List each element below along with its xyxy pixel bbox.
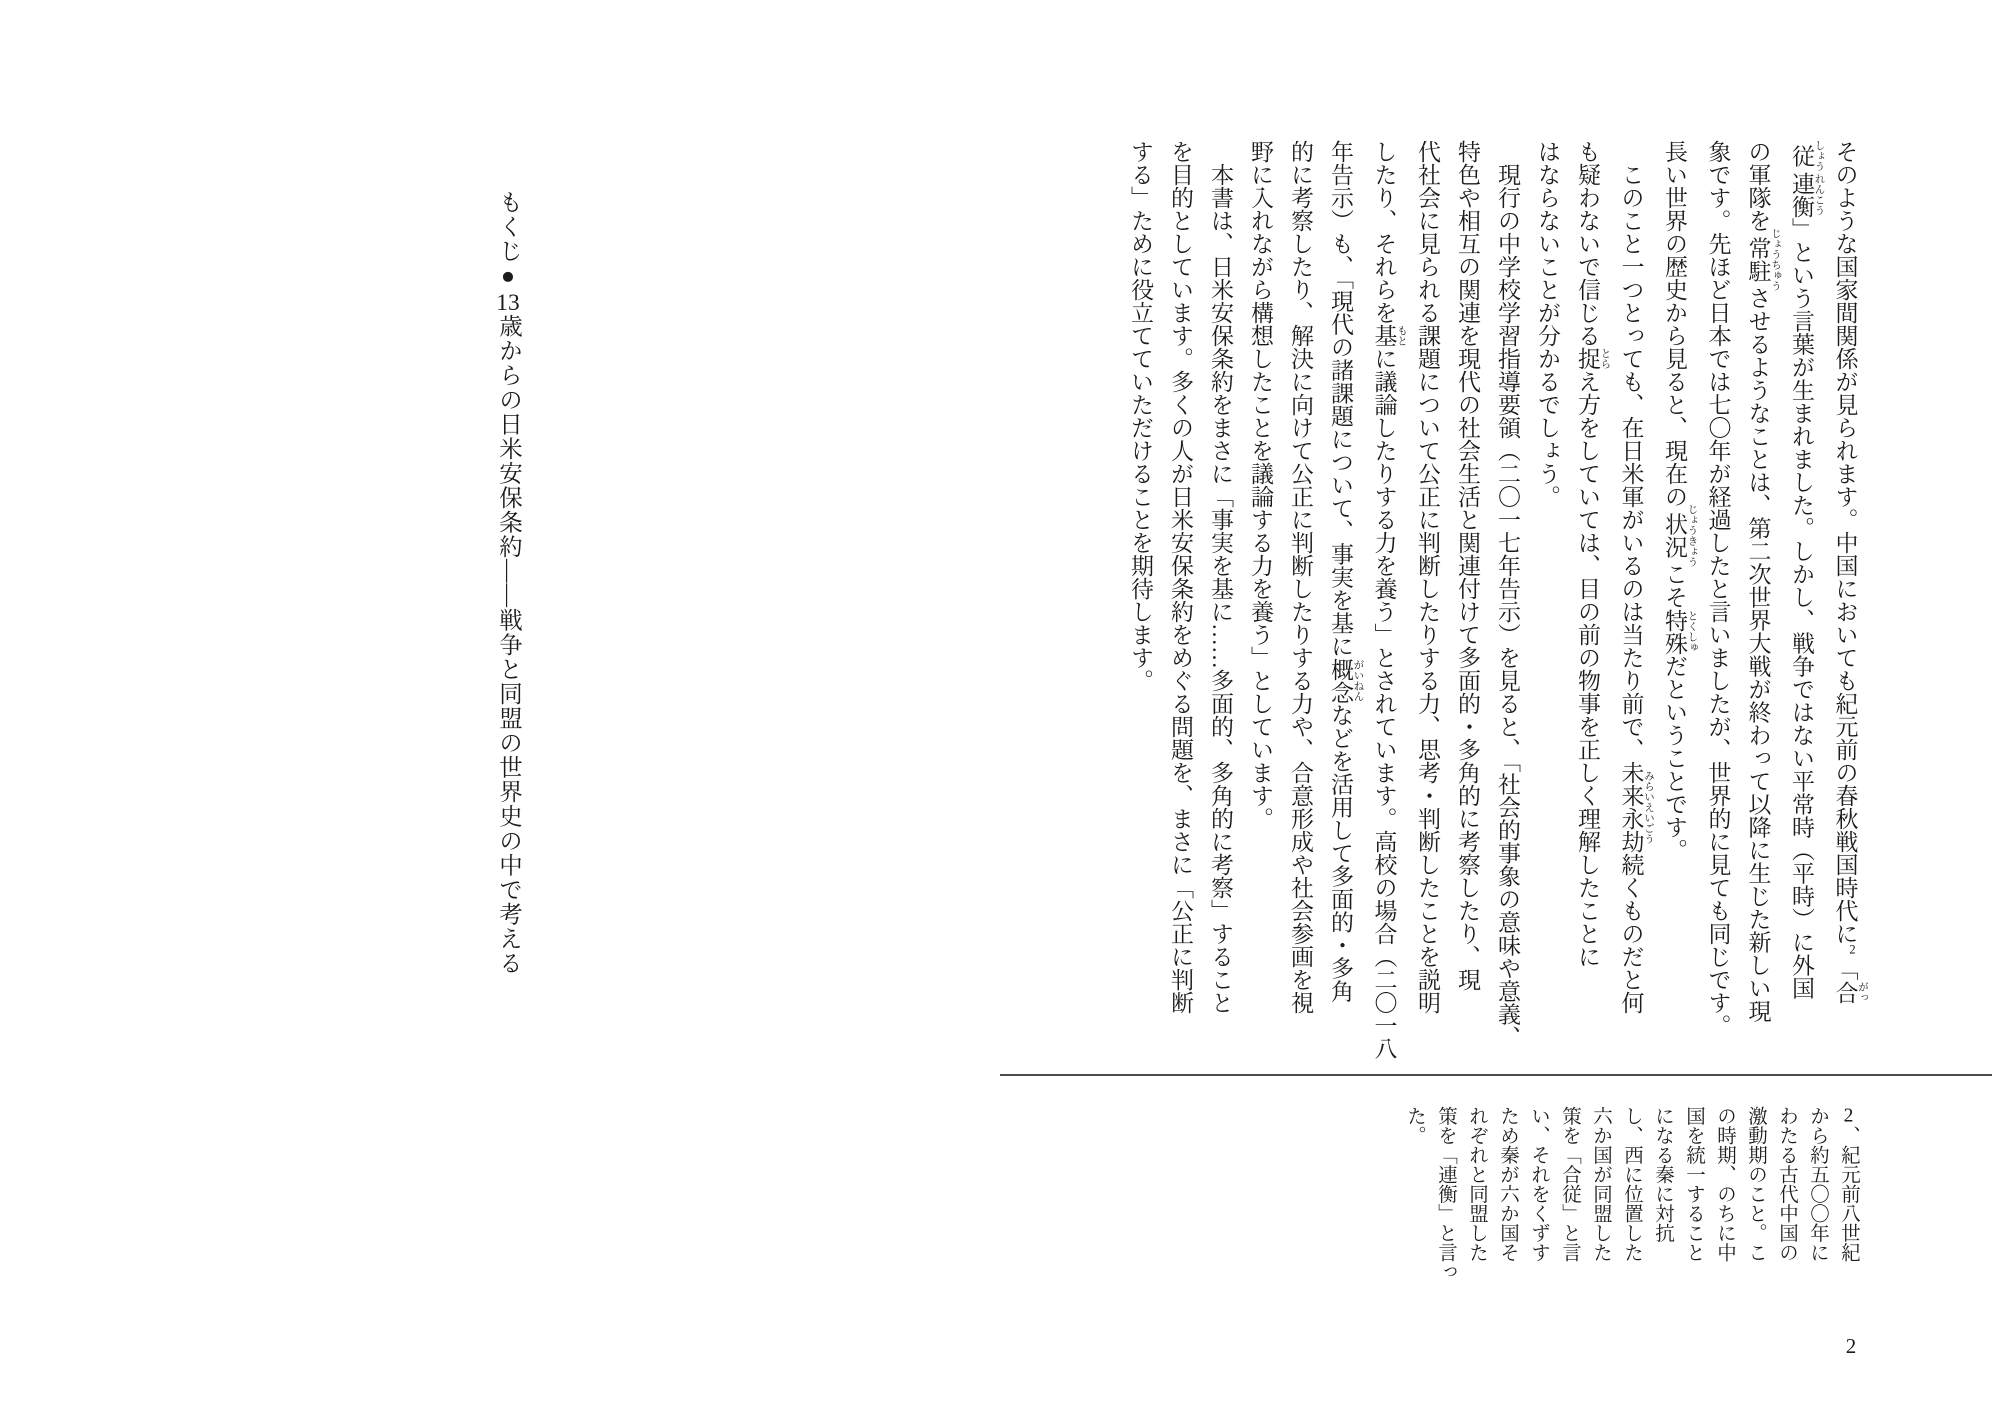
text-column-15: 野に入れながら構想したことを議論する力を養う」としています。 [1248, 140, 1273, 830]
text-column-10: 特色や相互の関連を現代の社会生活と関連付けて多面的・多角的に考察したり、現 [1455, 140, 1480, 991]
toc-title-bullet: ● [495, 263, 521, 291]
text-column-13: 年告示）も、「現代の諸課題について、事実を基に概念 がいねんなどを活用して多面的・多角 [1328, 140, 1364, 1003]
text-column-4: 象です。先ほど日本では七〇年が経過したと言いましたが、世界的に見ても同じです。 [1705, 140, 1731, 1037]
footnote-line-14: 策を「連衡」と言っ [1435, 1106, 1456, 1282]
footnote-line-2: から約五〇〇年に [1807, 1106, 1828, 1262]
text-column-12: したり、それらを基 もとに議論したりする力を養う」とされています。高校の場合（二〇一八 [1371, 140, 1407, 1060]
toc-title [486, 190, 530, 980]
ruby-annotated-text: 特殊 とくしゅ [1662, 608, 1698, 655]
toc-title-rest: 歳からの日米安保条約――戦争と同盟の世界史の中で考える [495, 314, 521, 976]
upright-number: 2 [1843, 1106, 1854, 1126]
text-column-17: を目的としています。多くの人が日米安保条約をめぐる問題を、まさに「公正に判断 [1168, 140, 1193, 1014]
text-column-8: はならないことが分かるでしょう。 [1535, 140, 1560, 508]
text-column-2: 従 しょう連衡 れんこう」という言葉が生まれました。しかし、戦争ではない平常時（平時）に外国 [1789, 140, 1825, 1000]
footnote-line-15: た。 [1404, 1106, 1425, 1145]
text-column-3: の軍隊を常駐 じょうちゅうさせるようなことは、第二次世界大戦が終わって以降に生じた新しい現 [1745, 140, 1781, 1023]
footnote-divider [1000, 1074, 1992, 1076]
footnote-line-1: 2、紀元前八世紀 [1838, 1106, 1859, 1262]
text-column-18: する」ために役立てていただけることを期待します。 [1128, 140, 1153, 692]
page-number: 2 [1845, 1334, 1857, 1358]
text-column-14: 的に考察したり、解決に向けて公正に判断したりする力や、合意形成や社会参画を視 [1288, 140, 1313, 1014]
footnote-line-13: れぞれと同盟した [1466, 1106, 1487, 1262]
footnote-line-6: 国を統一すること [1683, 1106, 1704, 1262]
text-column-7: も疑わないで信じる捉 とらえ方をしていては、目の前の物事を正しく理解したことに [1575, 140, 1611, 968]
ruby-annotated-text: 基 もと [1371, 324, 1407, 347]
ruby-annotated-text: 従 しょう [1789, 140, 1825, 172]
text-column-6: このこと一つとっても、在日米軍がいるのは当たり前で、未来永劫 みらいえいごう続くものだと何 [1618, 163, 1654, 1014]
footnote-ref-marker: 2 [1849, 943, 1856, 956]
footnote-line-10: 策を「合従」と言 [1559, 1106, 1580, 1262]
ruby-annotated-text: 概念 がいねん [1328, 657, 1364, 704]
footnote-line-11: い、それをくずす [1528, 1106, 1549, 1262]
ruby-annotated-text: 捉 とら [1575, 347, 1611, 370]
text-column-16: 本書は、日米安保条約をまさに「事実を基に……多面的、多角的に考察」すること [1208, 163, 1233, 1014]
footnote-line-5: の時期、のちに中 [1714, 1106, 1735, 1262]
main-text-block [1120, 140, 1868, 1074]
text-column-5: 長い世界の歴史から見ると、現在の状況 じょうきょうこそ特殊 とくしゅだということです。 [1662, 140, 1698, 862]
text-column-11: 代社会に見られる課題について公正に判断したりする力、思考・判断したことを説明 [1415, 140, 1440, 1014]
ruby-annotated-text: 合 がっ [1832, 980, 1868, 1004]
ruby-annotated-text: 状況 じょうきょう [1662, 503, 1698, 567]
footnote-line-9: 六か国が同盟した [1590, 1106, 1611, 1262]
footnote-line-8: し、西に位置した [1621, 1106, 1642, 1262]
text-column-9: 現行の中学校学習指導要領（二〇一七年告示）を見ると、「社会的事象の意味や意義、 [1495, 163, 1520, 1049]
ruby-annotated-text: 常駐 じょうちゅう [1745, 227, 1781, 291]
ruby-annotated-text: 未来永劫 みらいえいごう [1618, 761, 1654, 853]
text-column-1: そのような国家間関係が見られます。中国においても紀元前の春秋戦国時代に2「合 がっ [1832, 140, 1868, 1004]
footnote-block [1399, 1106, 1864, 1291]
footnote-line-4: 激動期のこと。こ [1745, 1106, 1766, 1262]
footnote-line-7: になる秦に対抗 [1652, 1106, 1673, 1243]
footnote-line-12: ため秦が六か国そ [1497, 1106, 1518, 1262]
toc-title-prefix: もくじ [495, 190, 521, 264]
toc-title-age-number: 13 [496, 290, 520, 314]
ruby-annotated-text: 連衡 れんこう [1789, 171, 1825, 218]
footnote-line-3: わたる古代中国の [1776, 1106, 1797, 1262]
